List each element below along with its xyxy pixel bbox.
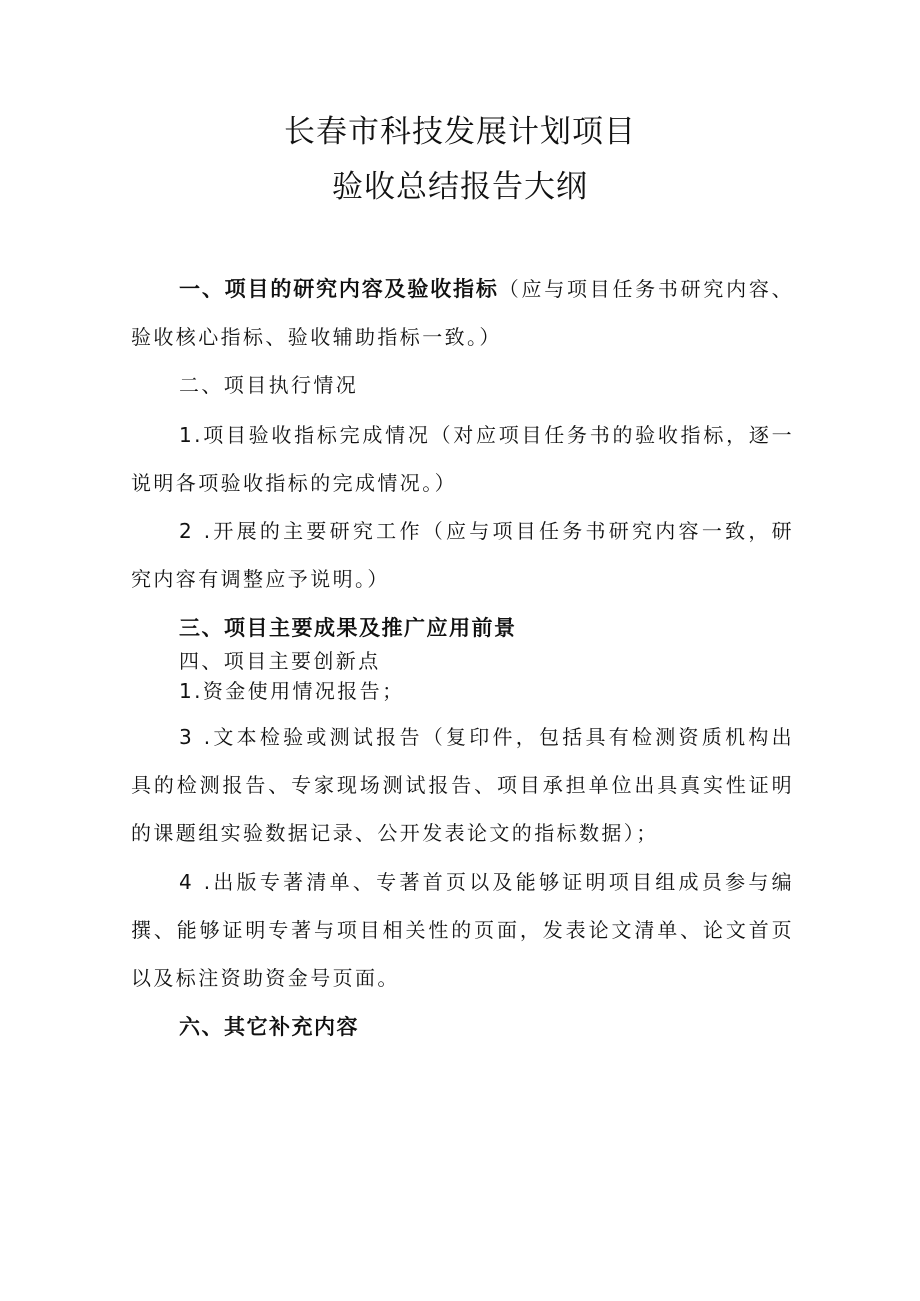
section-1-paragraph — [131, 265, 794, 361]
section-1-heading: 一、项目的研究内容及验收指标 — [179, 277, 499, 301]
item-1-paragraph: 1.项目验收指标完成情况（对应项目任务书的验收指标，逐一说明各项验收指标的完成情况。） — [131, 423, 794, 495]
funds-report-item: 1.资金使用情况报告； — [179, 679, 405, 703]
section-6-heading: 六、其它补充内容 — [179, 1015, 359, 1039]
document-title-line-1: 长春市科技发展计划项目 — [284, 114, 636, 150]
document-title-line-2: 验收总结报告大纲 — [332, 169, 588, 205]
section-3-heading: 三、项目主要成果及推广应用前景 — [179, 616, 517, 640]
item-4-paragraph: 4 .出版专著清单、专著首页以及能够证明项目组成员参与编撰、能够证明专著与项目相关性的页面，发表论文清单、论文首页以及标注资助资金号页面。 — [131, 870, 794, 990]
item-3-paragraph: 3 .文本检验或测试报告（复印件，包括具有检测资质机构出具的检测报告、专家现场测试报告、项目承担单位出具真实性证明的课题组实验数据记录、公开发表论文的指标数据）； — [131, 725, 794, 845]
section-2-heading: 二、项目执行情况 — [179, 373, 359, 397]
item-2-paragraph: 2 .开展的主要研究工作（应与项目任务书研究内容一致，研究内容有调整应予说明。） — [131, 519, 794, 591]
section-4-heading: 四、项目主要创新点 — [179, 649, 381, 673]
section-1-note: （应与项目任务书研究内容、验收核心指标、验收辅助指标一致。） — [131, 277, 795, 349]
